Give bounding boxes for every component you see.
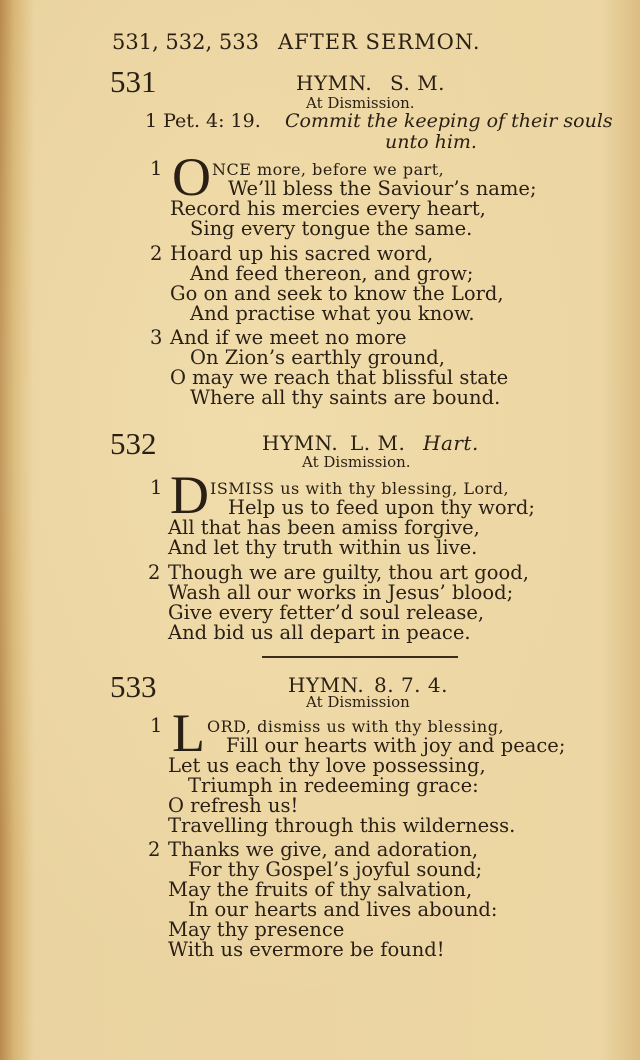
verse-line: Travelling through this wilderness. <box>168 814 516 837</box>
verse-line: Fill our hearts with joy and peace; <box>226 734 566 757</box>
verse-line: On Zion’s earthly ground, <box>190 346 445 369</box>
stanza-number: 1 <box>150 714 163 737</box>
scripture-text: Commit the keeping of their souls <box>285 110 613 132</box>
hymn-531-heading: HYMN. <box>296 71 373 95</box>
verse-line: May thy presence <box>168 918 345 941</box>
verse-line: Help us to feed upon thy word; <box>228 496 535 519</box>
drop-cap: O <box>172 147 211 207</box>
stanza-number: 1 <box>150 157 163 180</box>
verse-line: We’ll bless the Saviour’s name; <box>228 177 537 200</box>
verse-line: And bid us all depart in peace. <box>168 621 471 644</box>
hymn-533-heading: HYMN. <box>288 673 365 697</box>
verse-line: Wash all our works in Jesus’ blood; <box>168 581 514 604</box>
verse-line: ORD, dismiss us with thy blessing, <box>207 717 505 736</box>
verse-line: Record his mercies every heart, <box>170 197 486 220</box>
running-head-title: AFTER SERMON. <box>278 30 481 54</box>
hymn-531-occasion: At Dismission. <box>306 94 415 112</box>
drop-cap: D <box>170 465 209 525</box>
verse-line: Triumph in redeeming grace: <box>188 774 479 797</box>
hymn-531-meter: S. M. <box>390 71 446 95</box>
verse-line: Go on and seek to know the Lord, <box>170 282 504 305</box>
hymn-532-heading: HYMN. <box>262 431 339 455</box>
verse-line: Where all thy saints are bound. <box>190 386 501 409</box>
section-divider <box>262 656 458 658</box>
hymn-532-author: Hart. <box>423 431 479 455</box>
stanza-number: 2 <box>148 838 161 861</box>
verse-line: And feed thereon, and grow; <box>190 262 474 285</box>
drop-cap: L <box>172 703 205 763</box>
verse-line: And practise what you know. <box>190 302 475 325</box>
verse-line: NCE more, before we part, <box>212 160 445 179</box>
verse-line: Let us each thy love possessing, <box>168 754 486 777</box>
hymn-533-occasion: At Dismission <box>306 693 410 711</box>
verse-line: Give every fetter’d soul release, <box>168 601 485 624</box>
verse-line: In our hearts and lives abound: <box>188 898 498 921</box>
verse-line: Though we are guilty, thou art good, <box>168 561 529 584</box>
verse-line: Sing every tongue the same. <box>190 217 473 240</box>
verse-line: Hoard up his sacred word, <box>170 242 434 265</box>
stanza-number: 1 <box>150 476 163 499</box>
verse-line: ISMISS us with thy blessing, Lord, <box>210 479 510 498</box>
verse-line: With us evermore be found! <box>168 938 445 961</box>
stanza-number: 2 <box>150 242 163 265</box>
verse-line: Thanks we give, and adoration, <box>168 838 479 861</box>
hymn-532-meter: L. M. <box>350 431 406 455</box>
verse-line: For thy Gospel’s joyful sound; <box>188 858 483 881</box>
verse-line: O refresh us! <box>168 794 299 817</box>
verse-line: May the fruits of thy salvation, <box>168 878 473 901</box>
hymn-531-number: 531 <box>110 64 157 99</box>
hymn-533-meter: 8. 7. 4. <box>374 673 448 697</box>
verse-line: O may we reach that blissful state <box>170 366 509 389</box>
hymn-532-occasion: At Dismission. <box>302 453 411 471</box>
stanza-number: 2 <box>148 561 161 584</box>
verse-line: And let thy truth within us live. <box>168 536 478 559</box>
scripture-reference: 1 Pet. 4: 19. <box>145 110 261 132</box>
scripture-text-continued: unto him. <box>385 131 477 153</box>
verse-line: All that has been amiss forgive, <box>168 516 480 539</box>
hymn-533-number: 533 <box>110 669 157 704</box>
stanza-number: 3 <box>150 326 163 349</box>
verse-line: And if we meet no more <box>170 326 407 349</box>
running-head-numbers: 531, 532, 533 <box>112 30 259 54</box>
hymn-532-number: 532 <box>110 426 157 461</box>
